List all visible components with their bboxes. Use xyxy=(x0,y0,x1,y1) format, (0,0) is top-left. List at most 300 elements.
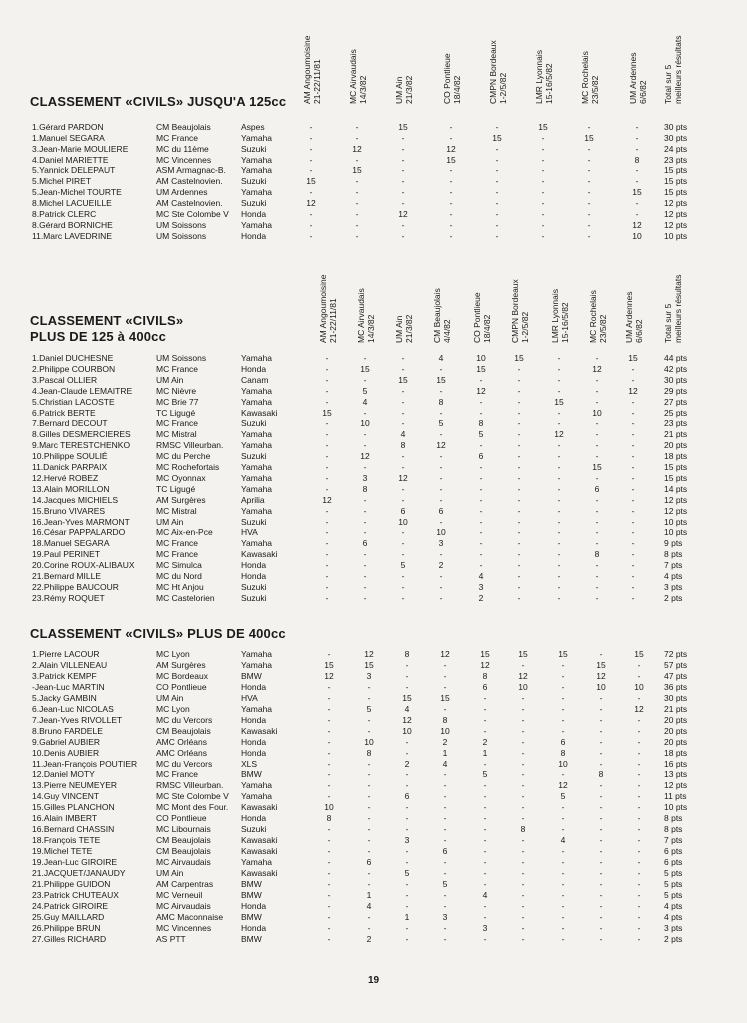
club-name: UM Ardennes xyxy=(156,187,208,198)
points-cell: - xyxy=(355,219,359,230)
motorcycle-make: Yamaha xyxy=(241,472,273,483)
points-cell: - xyxy=(327,747,331,758)
points-cell: 15 xyxy=(476,363,486,374)
points-cell: - xyxy=(517,549,521,560)
rider-name: 3.Jean-Marie MOULIERE xyxy=(32,143,129,154)
points-cell: - xyxy=(401,418,405,429)
motorcycle-make: Suzuki xyxy=(241,516,267,527)
points-cell: - xyxy=(401,494,405,505)
points-cell: - xyxy=(449,122,453,132)
total-points: 57 pts xyxy=(664,659,688,670)
points-cell: - xyxy=(449,219,453,230)
points-cell: - xyxy=(561,900,565,911)
points-cell: - xyxy=(631,549,635,560)
points-cell: - xyxy=(557,549,561,560)
points-cell: - xyxy=(367,725,371,736)
points-cell: 6 xyxy=(400,505,406,516)
table-row xyxy=(0,857,747,868)
points-cell: - xyxy=(405,813,409,824)
points-cell: 8 xyxy=(404,649,410,659)
points-cell: - xyxy=(557,374,561,385)
motorcycle-make: Suzuki xyxy=(241,197,267,208)
points-cell: - xyxy=(599,889,603,900)
points-cell: - xyxy=(327,758,331,769)
points-cell: - xyxy=(483,703,487,714)
club-name: MC du 11ème xyxy=(156,143,209,154)
rider-name: 7.Bernard DECOUT xyxy=(32,418,108,429)
points-cell: - xyxy=(367,692,371,703)
motorcycle-make: Yamaha xyxy=(241,791,273,802)
points-cell: - xyxy=(521,692,525,703)
points-cell: - xyxy=(405,900,409,911)
club-name: ASM Armagnac-B. xyxy=(156,165,226,176)
total-points: 2 pts xyxy=(664,592,683,603)
club-name: MC France xyxy=(156,769,199,780)
total-points: 23 pts xyxy=(664,154,688,165)
points-cell: - xyxy=(595,396,599,407)
points-cell: 4 xyxy=(366,900,372,911)
total-points: 30 pts xyxy=(664,132,688,143)
points-cell: - xyxy=(631,396,635,407)
points-cell: - xyxy=(635,208,639,219)
club-name: MC Vincennes xyxy=(156,922,212,933)
points-cell: - xyxy=(479,560,483,571)
points-cell: - xyxy=(587,219,591,230)
points-cell: - xyxy=(631,483,635,494)
points-cell: - xyxy=(401,154,405,165)
motorcycle-make: Suzuki xyxy=(241,176,267,187)
points-cell: 12 xyxy=(436,440,446,451)
points-cell: - xyxy=(495,176,499,187)
club-name: UM Ain xyxy=(156,692,184,703)
points-cell: - xyxy=(599,780,603,791)
points-cell: - xyxy=(405,736,409,747)
points-cell: - xyxy=(483,758,487,769)
total-points: 5 pts xyxy=(664,889,683,900)
rider-name: 8.Gilles DESMERCIERES xyxy=(32,429,131,440)
points-cell: - xyxy=(401,549,405,560)
points-cell: - xyxy=(561,846,565,857)
points-cell: - xyxy=(595,440,599,451)
points-cell: - xyxy=(355,176,359,187)
points-cell: - xyxy=(637,791,641,802)
points-cell: - xyxy=(401,581,405,592)
points-cell: - xyxy=(587,122,591,132)
points-cell: - xyxy=(541,219,545,230)
motorcycle-make: Suzuki xyxy=(241,824,267,835)
points-cell: - xyxy=(631,494,635,505)
points-cell: - xyxy=(439,571,443,581)
points-cell: - xyxy=(325,505,329,516)
points-cell: - xyxy=(599,911,603,922)
total-points: 10 pts xyxy=(664,230,688,241)
column-header: LMR Lyonnais 15-16/5/82 xyxy=(550,288,570,343)
points-cell: - xyxy=(327,857,331,868)
points-cell: 8 xyxy=(598,769,604,780)
points-cell: - xyxy=(309,154,313,165)
points-cell: - xyxy=(631,462,635,472)
total-points: 10 pts xyxy=(664,516,688,527)
points-cell: - xyxy=(561,857,565,868)
table-row xyxy=(0,671,747,682)
points-cell: - xyxy=(495,154,499,165)
points-cell: - xyxy=(367,791,371,802)
rider-name: 2.Philippe COURBON xyxy=(32,363,116,374)
points-cell: - xyxy=(521,922,525,933)
points-cell: - xyxy=(521,758,525,769)
points-cell: 10 xyxy=(440,725,450,736)
points-cell: - xyxy=(521,900,525,911)
points-cell: - xyxy=(637,824,641,835)
points-cell: - xyxy=(401,407,405,418)
points-cell: - xyxy=(631,363,635,374)
rider-name: 15.Gilles PLANCHON xyxy=(32,802,115,813)
table-row xyxy=(0,693,747,704)
motorcycle-make: Yamaha xyxy=(241,649,273,659)
points-cell: - xyxy=(479,494,483,505)
points-cell: - xyxy=(401,363,405,374)
total-points: 18 pts xyxy=(664,451,688,462)
points-cell: - xyxy=(599,868,603,878)
points-cell: - xyxy=(557,353,561,363)
points-cell: - xyxy=(637,878,641,889)
points-cell: - xyxy=(479,505,483,516)
points-cell: - xyxy=(363,353,367,363)
points-cell: - xyxy=(517,538,521,549)
points-cell: - xyxy=(517,374,521,385)
points-cell: 5 xyxy=(442,878,448,889)
total-points: 20 pts xyxy=(664,736,688,747)
points-cell: 8 xyxy=(520,824,526,835)
points-cell: - xyxy=(521,933,525,944)
points-cell: - xyxy=(557,560,561,571)
total-points: 9 pts xyxy=(664,538,683,549)
table-row xyxy=(0,791,747,802)
points-cell: 15 xyxy=(352,165,362,176)
rider-name: 3.Pascal OLLIER xyxy=(32,374,98,385)
points-cell: - xyxy=(495,187,499,198)
points-cell: - xyxy=(449,208,453,219)
points-cell: - xyxy=(637,758,641,769)
total-points: 7 pts xyxy=(664,560,683,571)
rider-name: 10.Denis AUBIER xyxy=(32,747,100,758)
points-cell: - xyxy=(483,868,487,878)
points-cell: - xyxy=(405,922,409,933)
points-cell: - xyxy=(517,571,521,581)
points-cell: - xyxy=(635,165,639,176)
motorcycle-make: Yamaha xyxy=(241,187,273,198)
points-cell: 4 xyxy=(404,703,410,714)
points-cell: - xyxy=(483,846,487,857)
points-cell: - xyxy=(479,374,483,385)
points-cell: 8 xyxy=(442,714,448,725)
points-cell: - xyxy=(355,122,359,132)
points-cell: - xyxy=(363,505,367,516)
points-cell: 5 xyxy=(438,418,444,429)
points-cell: - xyxy=(325,363,329,374)
points-cell: - xyxy=(309,187,313,198)
motorcycle-make: Honda xyxy=(241,813,267,824)
rider-name: 5.Michel PIRET xyxy=(32,176,92,187)
rider-name: 7.Jean-Yves RIVOLLET xyxy=(32,714,123,725)
points-cell: - xyxy=(637,659,641,670)
points-cell: 4 xyxy=(560,835,566,846)
total-points: 47 pts xyxy=(664,670,688,681)
motorcycle-make: Suzuki xyxy=(241,143,267,154)
points-cell: - xyxy=(327,681,331,692)
total-points: 14 pts xyxy=(664,483,688,494)
motorcycle-make: Yamaha xyxy=(241,396,273,407)
total-points: 30 pts xyxy=(664,692,688,703)
points-cell: - xyxy=(587,165,591,176)
table-row xyxy=(0,462,747,473)
points-cell: 1 xyxy=(366,889,372,900)
motorcycle-make: Yamaha xyxy=(241,385,273,396)
rider-name: 15.Bruno VIVARES xyxy=(32,505,106,516)
points-cell: 10 xyxy=(596,681,606,692)
points-cell: - xyxy=(479,538,483,549)
points-cell: - xyxy=(557,527,561,538)
points-cell: - xyxy=(521,791,525,802)
points-cell: - xyxy=(521,857,525,868)
points-cell: - xyxy=(483,835,487,846)
points-cell: 12 xyxy=(440,649,450,659)
points-cell: - xyxy=(483,780,487,791)
club-name: MC Ht Anjou xyxy=(156,581,204,592)
points-cell: 15 xyxy=(628,353,638,363)
points-cell: - xyxy=(401,538,405,549)
points-cell: - xyxy=(631,538,635,549)
total-points: 11 pts xyxy=(664,791,687,802)
table-row xyxy=(0,144,747,155)
total-points: 24 pts xyxy=(664,143,688,154)
points-cell: - xyxy=(561,868,565,878)
points-cell: - xyxy=(561,725,565,736)
rider-name: 6.Jean-Luc NICOLAS xyxy=(32,703,114,714)
total-points: 15 pts xyxy=(664,472,688,483)
rider-name: 5.Yannick DELEPAUT xyxy=(32,165,116,176)
points-cell: - xyxy=(495,230,499,241)
rider-name: 8.Patrick CLERC xyxy=(32,208,97,219)
points-cell: 3 xyxy=(366,670,372,681)
points-cell: - xyxy=(517,516,521,527)
points-cell: - xyxy=(325,451,329,462)
points-cell: 12 xyxy=(322,494,332,505)
points-cell: - xyxy=(561,659,565,670)
points-cell: - xyxy=(595,374,599,385)
points-cell: - xyxy=(599,692,603,703)
points-cell: - xyxy=(439,363,443,374)
motorcycle-make: Yamaha xyxy=(241,538,273,549)
points-cell: 15 xyxy=(398,122,408,132)
club-name: MC Mistral xyxy=(156,429,197,440)
points-cell: - xyxy=(327,649,331,659)
points-cell: 12 xyxy=(324,670,334,681)
points-cell: - xyxy=(521,802,525,813)
points-cell: - xyxy=(443,900,447,911)
rider-name: 2.Alain VILLENEAU xyxy=(32,659,108,670)
points-cell: - xyxy=(599,813,603,824)
points-cell: - xyxy=(325,374,329,385)
rider-name: 8.Gérard BORNICHE xyxy=(32,219,113,230)
points-cell: 4 xyxy=(482,889,488,900)
club-name: MC du Vercors xyxy=(156,714,213,725)
points-cell: - xyxy=(367,878,371,889)
points-cell: - xyxy=(327,736,331,747)
points-cell: - xyxy=(327,933,331,944)
points-cell: - xyxy=(325,353,329,363)
points-cell: - xyxy=(521,736,525,747)
club-name: MC Aix-en-Pce xyxy=(156,527,213,538)
motorcycle-make: BMW xyxy=(241,769,262,780)
table-row xyxy=(0,649,747,660)
total-points: 12 pts xyxy=(664,197,688,208)
rider-name: 8.Michel LACUEILLE xyxy=(32,197,112,208)
total-points: 2 pts xyxy=(664,933,683,944)
motorcycle-make: Yamaha xyxy=(241,659,273,670)
total-points: 21 pts xyxy=(664,703,688,714)
total-points: 29 pts xyxy=(664,385,688,396)
points-cell: - xyxy=(405,681,409,692)
points-cell: - xyxy=(635,197,639,208)
points-cell: - xyxy=(401,527,405,538)
points-cell: 10 xyxy=(402,725,412,736)
motorcycle-make: Honda xyxy=(241,363,267,374)
points-cell: - xyxy=(521,889,525,900)
points-cell: - xyxy=(495,208,499,219)
points-cell: - xyxy=(631,429,635,440)
points-cell: - xyxy=(599,747,603,758)
points-cell: - xyxy=(483,725,487,736)
motorcycle-make: Yamaha xyxy=(241,165,273,176)
table-row xyxy=(0,715,747,726)
points-cell: - xyxy=(355,208,359,219)
points-cell: - xyxy=(557,483,561,494)
points-cell: - xyxy=(595,494,599,505)
points-cell: 6 xyxy=(442,846,448,857)
total-points: 23 pts xyxy=(664,418,688,429)
table-row xyxy=(0,440,747,451)
points-cell: 5 xyxy=(362,385,368,396)
motorcycle-make: BMW xyxy=(241,933,262,944)
rider-name: 18.François TETE xyxy=(32,835,101,846)
points-cell: 4 xyxy=(438,353,444,363)
points-cell: - xyxy=(443,780,447,791)
points-cell: - xyxy=(521,813,525,824)
table-row xyxy=(0,408,747,419)
table-row xyxy=(0,451,747,462)
total-points: 44 pts xyxy=(664,353,688,363)
points-cell: - xyxy=(495,219,499,230)
points-cell: - xyxy=(327,900,331,911)
total-points: 15 pts xyxy=(664,187,688,198)
points-cell: - xyxy=(405,933,409,944)
points-cell: - xyxy=(557,571,561,581)
points-cell: - xyxy=(443,813,447,824)
points-cell: - xyxy=(631,592,635,603)
table-row xyxy=(0,868,747,879)
total-points: 15 pts xyxy=(664,165,688,176)
points-cell: - xyxy=(587,176,591,187)
points-cell: - xyxy=(587,187,591,198)
points-cell: - xyxy=(325,538,329,549)
points-cell: - xyxy=(637,868,641,878)
points-cell: - xyxy=(439,451,443,462)
points-cell: - xyxy=(479,472,483,483)
points-cell: 15 xyxy=(364,659,374,670)
table-row xyxy=(0,813,747,824)
total-points: 6 pts xyxy=(664,846,683,857)
rider-name: 19.Paul PERINET xyxy=(32,549,101,560)
points-cell: 10 xyxy=(632,230,642,241)
column-header: UM Ardennes 6/6/82 xyxy=(628,52,648,104)
column-header: CMPN Bordeaux 1-2/5/82 xyxy=(510,279,530,343)
rider-name: 4.Daniel MARIETTE xyxy=(32,154,109,165)
table-row xyxy=(0,759,747,770)
points-cell: - xyxy=(479,527,483,538)
table-row xyxy=(0,165,747,176)
points-cell: - xyxy=(363,374,367,385)
points-cell: - xyxy=(557,581,561,592)
total-points: 15 pts xyxy=(664,176,688,187)
motorcycle-make: Kawasaki xyxy=(241,549,278,560)
section-subtitle: PLUS DE 125 à 400cc xyxy=(30,329,167,344)
total-points: 16 pts xyxy=(664,758,688,769)
points-cell: 1 xyxy=(404,911,410,922)
points-cell: - xyxy=(595,472,599,483)
points-cell: - xyxy=(325,483,329,494)
points-cell: - xyxy=(637,747,641,758)
points-cell: - xyxy=(637,889,641,900)
column-header: LMR Lyonnais 15-16/5/82 xyxy=(534,49,554,104)
points-cell: 12 xyxy=(352,143,362,154)
motorcycle-make: Honda xyxy=(241,571,267,581)
points-cell: - xyxy=(325,549,329,560)
column-header: UM Ain 21/3/82 xyxy=(394,75,414,104)
club-name: MC Nièvre xyxy=(156,385,197,396)
motorcycle-make: Kawasaki xyxy=(241,835,278,846)
points-cell: - xyxy=(561,889,565,900)
points-cell: 2 xyxy=(404,758,410,769)
points-cell: 8 xyxy=(438,396,444,407)
points-cell: - xyxy=(517,407,521,418)
points-cell: - xyxy=(401,165,405,176)
points-cell: 8 xyxy=(400,440,406,451)
points-cell: - xyxy=(443,703,447,714)
points-cell: - xyxy=(325,462,329,472)
club-name: MC Ste Colombe V xyxy=(156,791,229,802)
points-cell: 15 xyxy=(558,649,568,659)
points-cell: - xyxy=(443,670,447,681)
points-cell: - xyxy=(439,581,443,592)
club-name: MC Lyon xyxy=(156,649,190,659)
points-cell: - xyxy=(587,143,591,154)
points-cell: - xyxy=(521,703,525,714)
points-cell: - xyxy=(325,560,329,571)
points-cell: - xyxy=(363,592,367,603)
points-cell: - xyxy=(325,581,329,592)
points-cell: - xyxy=(405,889,409,900)
club-name: RMSC Villeurban. xyxy=(156,780,224,791)
points-cell: - xyxy=(401,571,405,581)
motorcycle-make: Suzuki xyxy=(241,581,267,592)
points-cell: - xyxy=(405,878,409,889)
points-cell: - xyxy=(401,451,405,462)
points-cell: - xyxy=(557,418,561,429)
points-cell: 15 xyxy=(518,649,528,659)
points-cell: 12 xyxy=(596,670,606,681)
points-cell: - xyxy=(599,824,603,835)
